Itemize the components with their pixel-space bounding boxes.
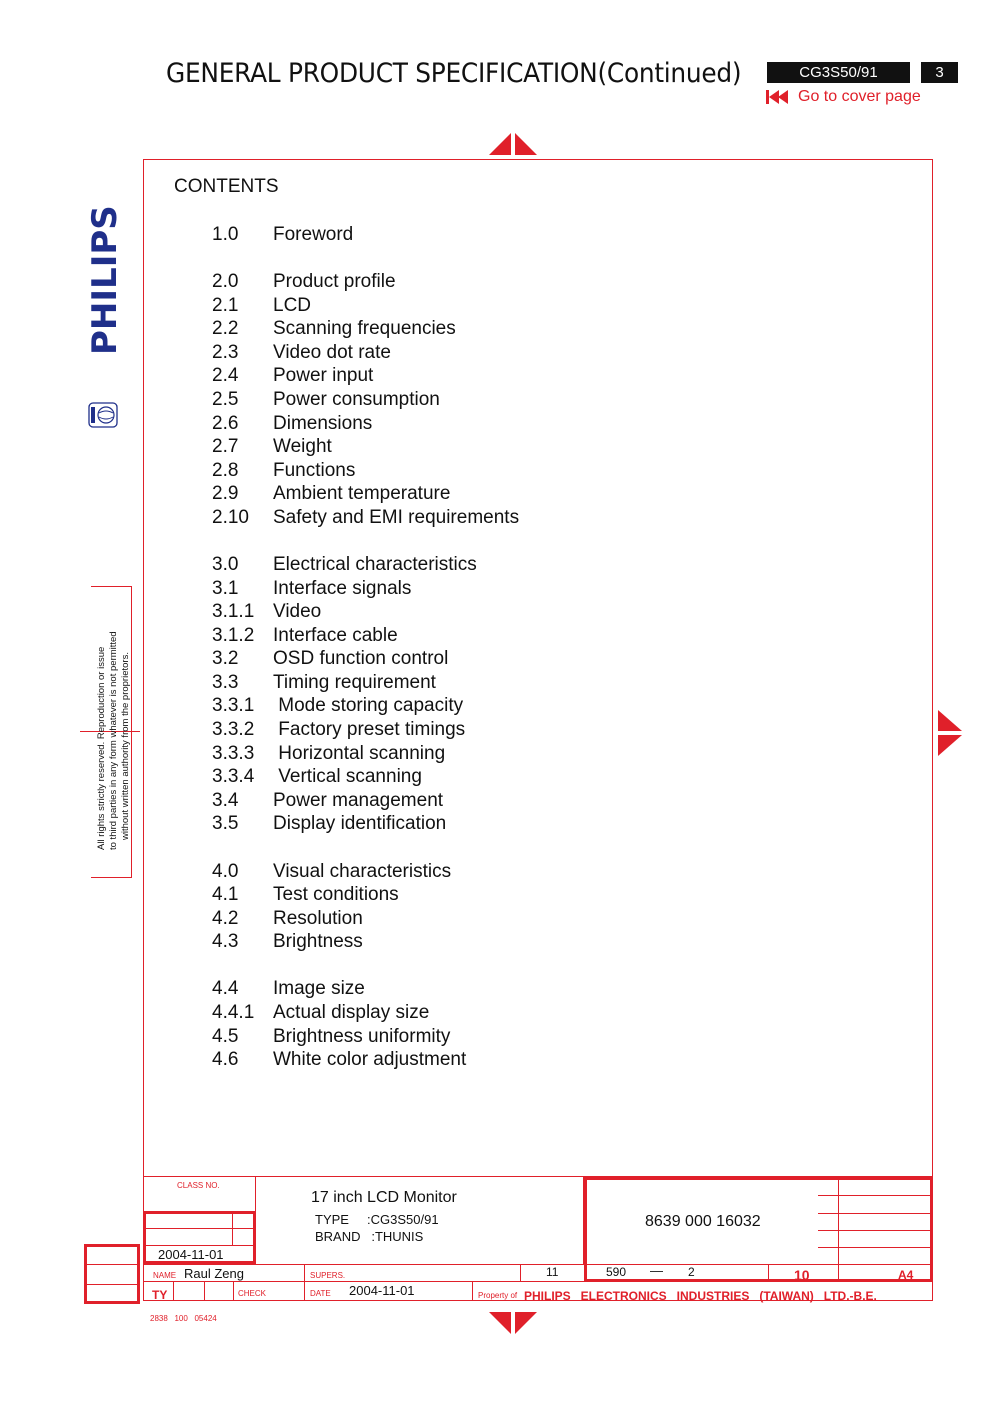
toc-item-number: 4.5 <box>212 1026 239 1047</box>
philips-wordmark-logo <box>72 205 132 355</box>
page-number-badge: 3 <box>921 62 958 83</box>
page-title: GENERAL PRODUCT SPECIFICATION(Continued) <box>166 58 742 89</box>
go-to-cover-link[interactable] <box>766 88 921 106</box>
toc-item-number: 2.0 <box>212 271 239 292</box>
toc-item-label: Product profile <box>273 271 396 292</box>
toc-item <box>212 342 391 364</box>
toc-item-number: 3.1.1 <box>212 601 255 622</box>
toc-item-label: Interface cable <box>273 625 398 646</box>
toc-item <box>212 413 372 435</box>
toc-item <box>212 861 451 883</box>
toc-item-label: Display identification <box>273 813 447 834</box>
name-label: NAME <box>153 1271 177 1280</box>
toc-item <box>212 790 443 812</box>
property-label: Property of <box>478 1291 518 1300</box>
toc-item-number: 3.3.4 <box>212 766 255 787</box>
toc-item <box>212 648 448 670</box>
next-page-down-arrow-icon[interactable] <box>489 1312 537 1336</box>
field-dash: — <box>650 1263 663 1278</box>
toc-item <box>212 766 422 788</box>
toc-item-label: Weight <box>273 436 332 457</box>
contents-heading: CONTENTS <box>174 176 279 197</box>
toc-item-label: Test conditions <box>273 884 399 905</box>
toc-item-number: 4.4.1 <box>212 1002 255 1023</box>
toc-item-label: Safety and EMI requirements <box>273 507 520 528</box>
toc-item <box>212 931 363 953</box>
toc-item <box>212 436 332 458</box>
footer-code: 2838 100 05424 <box>150 1314 217 1323</box>
toc-item-number: 2.7 <box>212 436 239 457</box>
toc-item-label: Video dot rate <box>273 342 391 363</box>
toc-item-label: Actual display size <box>273 1002 430 1023</box>
toc-item-number: 2.3 <box>212 342 239 363</box>
toc-item-number: 4.3 <box>212 931 239 952</box>
toc-item-number: 3.3.1 <box>212 695 255 716</box>
toc-item <box>212 295 311 317</box>
toc-item <box>212 578 411 600</box>
toc-item <box>212 743 445 765</box>
toc-item <box>212 813 446 835</box>
toc-item <box>212 460 355 482</box>
toc-item <box>212 1049 466 1071</box>
toc-item-number: 2.1 <box>212 295 239 316</box>
company-name: PHILIPS ELECTRONICS INDUSTRIES (TAIWAN) LTD.-B.E. <box>524 1289 877 1303</box>
toc-item <box>212 389 440 411</box>
rights-line-1: All rights strictly reserved. Reproduction or issue <box>96 646 107 850</box>
toc-item <box>212 507 519 529</box>
field-590: 590 <box>606 1265 627 1279</box>
toc-item-number: 4.6 <box>212 1049 239 1070</box>
date-1: 2004-11-01 <box>158 1247 224 1262</box>
go-to-cover-label: Go to cover page <box>798 88 921 105</box>
class-no-label: CLASS NO. <box>177 1181 220 1190</box>
rights-line-3: without written authority from the proprietors. <box>120 652 131 840</box>
toc-item-label: OSD function control <box>273 648 449 669</box>
toc-item-number: 4.4 <box>212 978 239 999</box>
toc-item-number: 3.0 <box>212 554 239 575</box>
brand-line: BRAND :THUNIS <box>315 1229 424 1244</box>
toc-item-label: Scanning frequencies <box>273 318 456 339</box>
toc-item-label: White color adjustment <box>273 1049 467 1070</box>
model-code-badge: CG3S50/91 <box>767 62 910 83</box>
check-label: CHECK <box>238 1289 267 1298</box>
toc-item-number: 2.6 <box>212 413 239 434</box>
date-2: 2004-11-01 <box>349 1283 415 1298</box>
toc-item-label: Electrical characteristics <box>273 554 477 575</box>
date-label: DATE <box>310 1289 331 1298</box>
toc-item-number: 2.4 <box>212 365 239 386</box>
toc-item <box>212 318 456 340</box>
toc-item-number: 3.3 <box>212 672 239 693</box>
toc-item <box>212 365 373 387</box>
toc-item <box>212 884 399 906</box>
toc-item-label: Timing requirement <box>273 672 436 693</box>
toc-item-number: 3.5 <box>212 813 239 834</box>
toc-item <box>212 224 353 246</box>
toc-item-number: 4.1 <box>212 884 239 905</box>
paper-size: A4 <box>898 1268 914 1282</box>
toc-item-number: 1.0 <box>212 224 239 245</box>
toc-item-label: Video <box>273 601 322 622</box>
toc-item-label: Resolution <box>273 908 363 929</box>
toc-item-number: 3.1 <box>212 578 239 599</box>
rights-line-2: to third parties in any form whatever is not permitted <box>108 631 119 850</box>
toc-item-label: Power input <box>273 365 374 386</box>
doc-number: 8639 000 16032 <box>645 1213 761 1230</box>
field-11: 11 <box>546 1265 559 1279</box>
toc-item-label: Brightness uniformity <box>273 1026 451 1047</box>
toc-item-label: Factory preset timings <box>273 719 466 740</box>
toc-item <box>212 719 465 741</box>
toc-item-label: Visual characteristics <box>273 861 452 882</box>
toc-item-number: 3.3.3 <box>212 743 255 764</box>
philips-shield-icon <box>88 402 118 428</box>
toc-item-number: 2.10 <box>212 507 249 528</box>
toc-item-label: Foreword <box>273 224 354 245</box>
previous-page-arrow-icon[interactable] <box>489 133 537 157</box>
toc-item-number: 4.2 <box>212 908 239 929</box>
toc-item <box>212 483 450 505</box>
field-2: 2 <box>688 1265 695 1279</box>
toc-item-number: 2.9 <box>212 483 239 504</box>
toc-item-number: 2.8 <box>212 460 239 481</box>
toc-item-number: 2.2 <box>212 318 239 339</box>
left-stamp-box <box>84 1244 140 1304</box>
toc-item <box>212 625 398 647</box>
toc-item-label: Functions <box>273 460 356 481</box>
toc-item-label: Power consumption <box>273 389 440 410</box>
skip-back-icon <box>766 90 790 104</box>
toc-item-label: Ambient temperature <box>273 483 451 504</box>
toc-item-number: 2.5 <box>212 389 239 410</box>
field-10: 10 <box>794 1267 810 1283</box>
toc-item <box>212 908 363 930</box>
product-name: 17 inch LCD Monitor <box>311 1189 457 1206</box>
toc-item <box>212 271 396 293</box>
next-page-arrow-icon[interactable] <box>938 710 964 756</box>
toc-item-label: Image size <box>273 978 365 999</box>
toc-item <box>212 695 463 717</box>
toc-item <box>212 554 477 576</box>
toc-item-label: LCD <box>273 295 312 316</box>
philips-wordmark: PHILIPS <box>85 205 125 355</box>
toc-item-label: Vertical scanning <box>273 766 422 787</box>
toc-item <box>212 1026 450 1048</box>
toc-item <box>212 601 321 623</box>
toc-item-label: Power management <box>273 790 444 811</box>
ty-label: TY <box>152 1288 168 1302</box>
toc-item-label: Interface signals <box>273 578 412 599</box>
toc-item-label: Dimensions <box>273 413 373 434</box>
toc-item-label: Mode storing capacity <box>273 695 464 716</box>
name-value: Raul Zeng <box>184 1266 244 1281</box>
toc-item <box>212 672 436 694</box>
toc-item-number: 3.3.2 <box>212 719 255 740</box>
toc-item-number: 3.1.2 <box>212 625 255 646</box>
toc-item-label: Horizontal scanning <box>273 743 446 764</box>
supers-label: SUPERS. <box>310 1271 346 1280</box>
toc-item <box>212 978 365 1000</box>
type-line: TYPE :CG3S50/91 <box>315 1212 439 1227</box>
toc-item-number: 3.4 <box>212 790 239 811</box>
toc-item-number: 4.0 <box>212 861 239 882</box>
toc-item-number: 3.2 <box>212 648 239 669</box>
toc-item <box>212 1002 429 1024</box>
rights-notice <box>96 590 132 850</box>
toc-item-label: Brightness <box>273 931 363 952</box>
